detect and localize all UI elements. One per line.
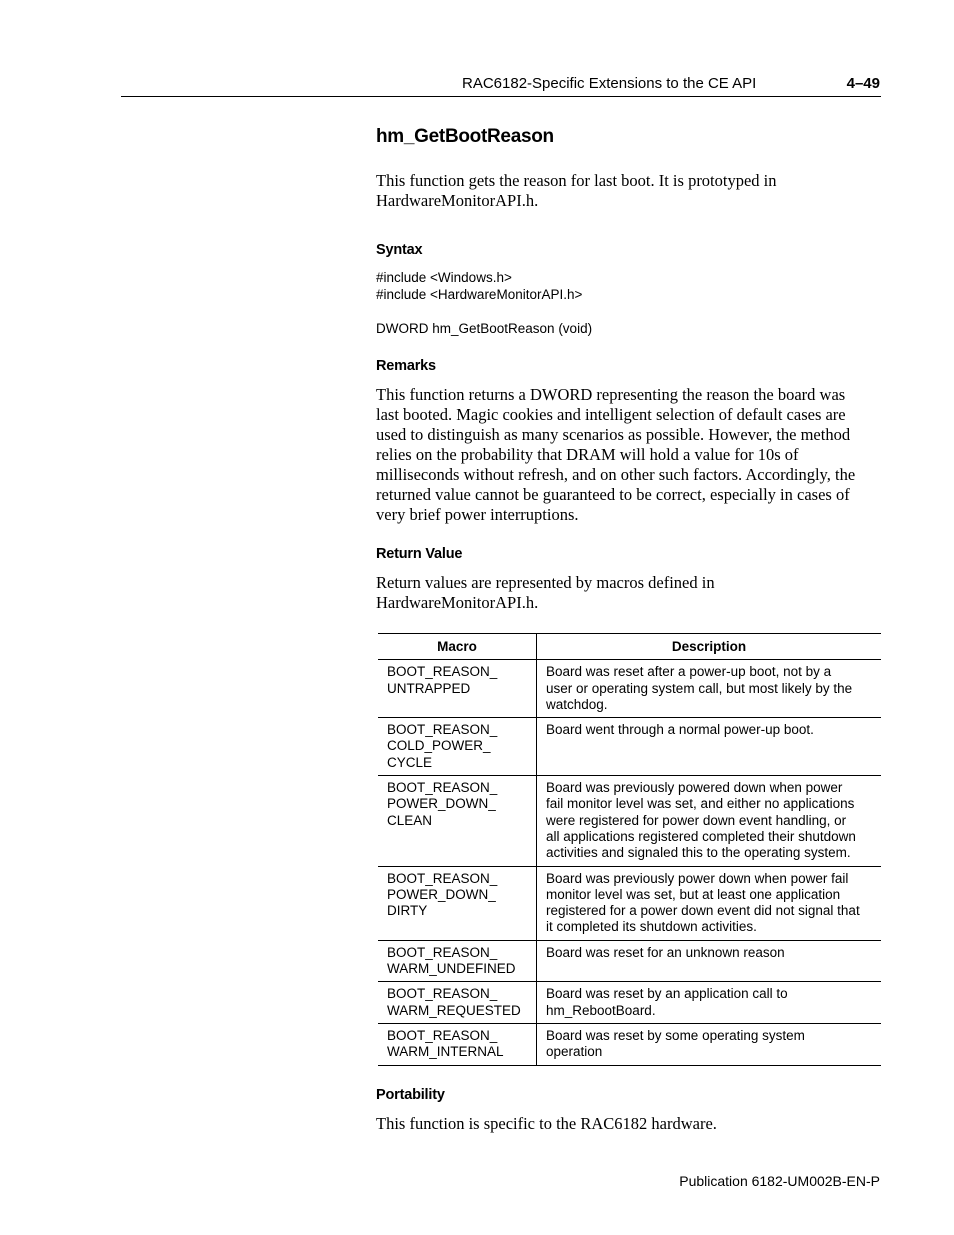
running-header-title: RAC6182-Specific Extensions to the CE API xyxy=(462,75,757,92)
text-line: HardwareMonitorAPI.h. xyxy=(376,191,539,210)
macro-cell xyxy=(378,866,537,940)
description-line: operation xyxy=(546,1044,603,1060)
description-line: Board was previously power down when power fail xyxy=(546,870,849,886)
function-title: hm_GetBootReason xyxy=(376,126,554,147)
description-line: activities and signaled this to the operating system. xyxy=(546,845,851,861)
description-line: watchdog. xyxy=(546,696,608,712)
column-header-macro: Macro xyxy=(378,634,537,660)
description-line: Board was reset by an application call to xyxy=(546,986,788,1002)
description-cell xyxy=(537,1023,882,1065)
description-line: were registered for power down event handling, or xyxy=(546,812,847,828)
column-header-description: Description xyxy=(537,634,882,660)
description-line: all applications registered completed their shutdown xyxy=(546,828,856,844)
macro-line: BOOT_REASON_ xyxy=(387,870,498,886)
code-line: #include <HardwareMonitorAPI.h> xyxy=(376,287,583,302)
description-line: Board went through a normal power-up boot. xyxy=(546,722,814,738)
portability-heading: Portability xyxy=(376,1086,445,1103)
macro-line: BOOT_REASON_ xyxy=(387,780,498,796)
macro-line: UNTRAPPED xyxy=(387,680,471,696)
table-row xyxy=(378,982,881,1024)
include-lines xyxy=(376,269,881,303)
description-line: fail monitor level was set, and either no applications xyxy=(546,796,855,812)
description-line: user or operating system call, but most likely by the xyxy=(546,680,853,696)
page-content xyxy=(376,123,881,1134)
portability-paragraph: This function is specific to the RAC6182 hardware. xyxy=(376,1113,717,1133)
macro-line: CLEAN xyxy=(387,812,433,828)
description-cell xyxy=(537,660,882,718)
table-row xyxy=(378,718,881,776)
macro-cell xyxy=(378,660,537,718)
page-number: 4–49 xyxy=(846,75,880,92)
text-line: This function returns a DWORD representing the reason the board was xyxy=(376,385,846,404)
macro-line: POWER_DOWN_ xyxy=(387,886,496,902)
macro-cell xyxy=(378,776,537,866)
description-line: registered for a power down event did not signal that xyxy=(546,903,860,919)
macro-line: BOOT_REASON_ xyxy=(387,1027,498,1043)
return-values-table xyxy=(378,633,881,1066)
description-line: Board was reset after a power-up boot, not by a xyxy=(546,664,832,680)
return-value-paragraph xyxy=(376,573,881,613)
table-row xyxy=(378,776,881,866)
text-line: milliseconds without refresh, and on other such factors. Accordingly, the xyxy=(376,465,856,484)
syntax-heading: Syntax xyxy=(376,242,423,258)
macro-line: POWER_DOWN_ xyxy=(387,796,496,812)
function-signature: DWORD hm_GetBootReason (void) xyxy=(376,321,593,336)
macro-line: CYCLE xyxy=(387,754,433,770)
macro-line: WARM_REQUESTED xyxy=(387,1002,521,1018)
return-value-heading: Return Value xyxy=(376,546,463,562)
description-cell xyxy=(537,940,882,982)
description-line: Board was previously powered down when power xyxy=(546,780,843,796)
macro-line: BOOT_REASON_ xyxy=(387,986,498,1002)
table-row xyxy=(378,866,881,940)
intro-paragraph xyxy=(376,171,881,211)
table-row xyxy=(378,1023,881,1065)
description-line: monitor level was set, but at least one application xyxy=(546,886,841,902)
code-line: #include <Windows.h> xyxy=(376,270,512,285)
text-line: HardwareMonitorAPI.h. xyxy=(376,593,539,612)
macro-cell xyxy=(378,940,537,982)
macro-line: BOOT_REASON_ xyxy=(387,944,498,960)
macro-cell xyxy=(378,718,537,776)
publication-footer: Publication 6182-UM002B-EN-P xyxy=(679,1173,880,1189)
macro-line: BOOT_REASON_ xyxy=(387,722,498,738)
macro-cell xyxy=(378,982,537,1024)
remarks-heading: Remarks xyxy=(376,358,436,374)
text-line: last booted. Magic cookies and intelligent selection of default cases are xyxy=(376,405,846,424)
description-line: it completed its shutdown activities. xyxy=(546,919,757,935)
macro-line: BOOT_REASON_ xyxy=(387,664,498,680)
description-line: Board was reset for an unknown reason xyxy=(546,944,785,960)
description-cell xyxy=(537,718,882,776)
header-rule xyxy=(121,96,881,97)
remarks-paragraph xyxy=(376,385,881,525)
text-line: relies on the probability that DRAM will hold a value for 10s of xyxy=(376,445,799,464)
description-cell xyxy=(537,776,882,866)
text-line: returned value cannot be guaranteed to be correct, especially in cases of xyxy=(376,485,850,504)
description-line: Board was reset by some operating system xyxy=(546,1027,805,1043)
description-cell xyxy=(537,982,882,1024)
macro-line: DIRTY xyxy=(387,903,428,919)
table-row xyxy=(378,940,881,982)
text-line: used to distinguish as many scenarios as possible. However, the method xyxy=(376,425,851,444)
macro-line: WARM_INTERNAL xyxy=(387,1044,504,1060)
text-line: This function gets the reason for last boot. It is prototyped in xyxy=(376,171,777,190)
text-line: Return values are represented by macros defined in xyxy=(376,573,715,592)
description-line: hm_RebootBoard. xyxy=(546,1002,656,1018)
description-cell xyxy=(537,866,882,940)
table-row xyxy=(378,660,881,718)
macro-line: WARM_UNDEFINED xyxy=(387,961,516,977)
text-line: very brief power interruptions. xyxy=(376,505,579,524)
macro-cell xyxy=(378,1023,537,1065)
table-header-row xyxy=(378,634,881,660)
macro-line: COLD_POWER_ xyxy=(387,738,491,754)
